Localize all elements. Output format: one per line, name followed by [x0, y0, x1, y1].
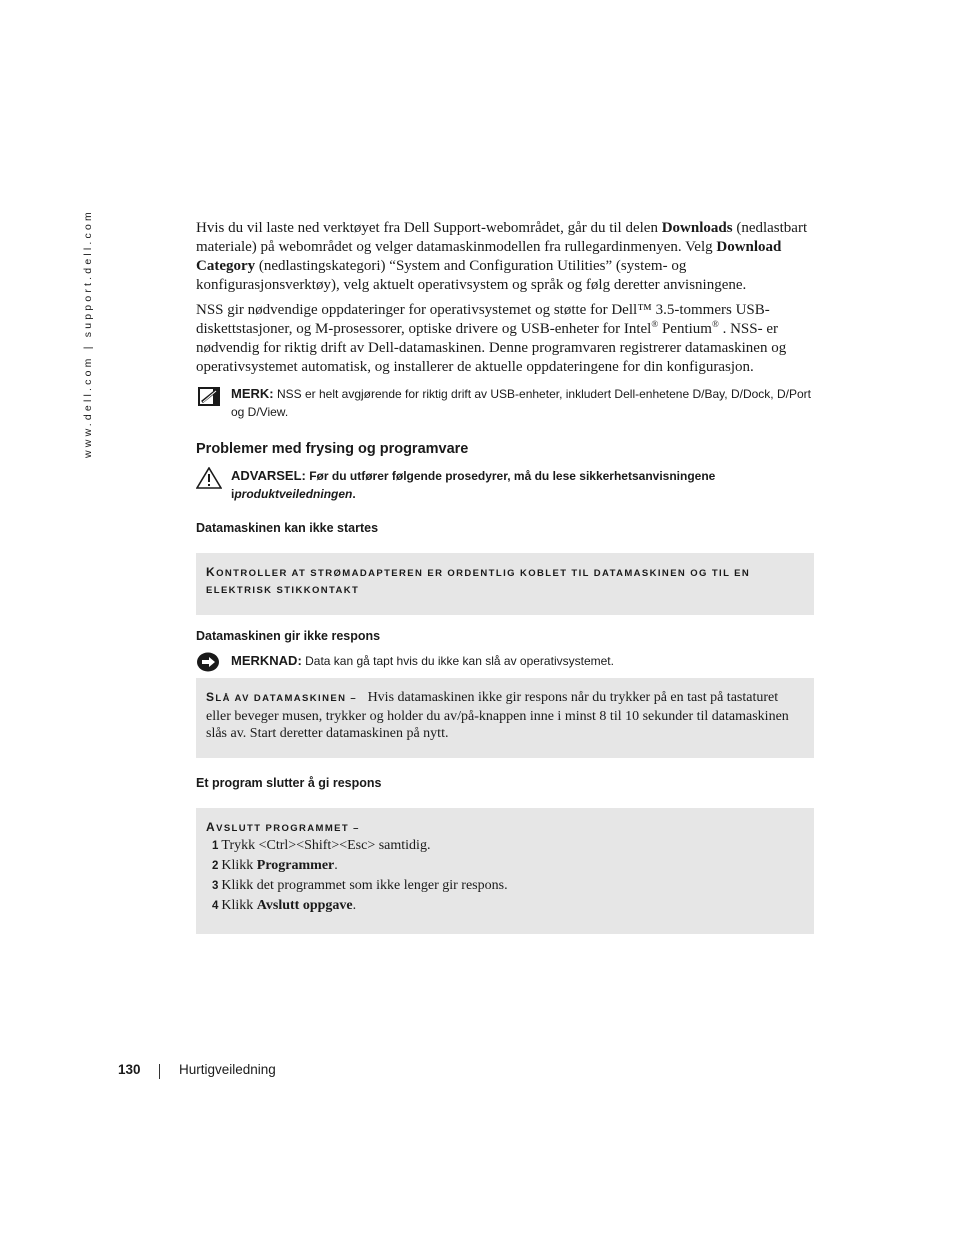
note-label: MERK:: [231, 386, 274, 401]
heading-cannot-start: Datamaskinen kan ikke startes: [196, 521, 379, 535]
box-check-adapter: [196, 553, 814, 615]
p1-text-3: (nedlastingskategori) “System and Configuration Utilities” (system- og konfigurasjonsverktøy), velg aktuelt operativsystem og språk og følg deretter anvisningene.: [196, 258, 747, 293]
step-number: 3: [212, 880, 219, 892]
step-bold: Programmer: [256, 858, 335, 873]
page-content: [196, 219, 814, 934]
box3-rest: VSLUTT PROGRAMMET –: [216, 823, 360, 834]
p1-bold-category: Download Category: [196, 239, 782, 274]
warning-box: [196, 467, 814, 503]
step-item: [206, 856, 804, 876]
note-pencil-icon: [198, 387, 220, 406]
p1-text-2: (nedlastbart materiale) på webområdet og velger datamaskinmodellen fra rullegardinmenyen. Velg: [196, 220, 808, 255]
footer-separator: [159, 1064, 160, 1079]
step-number: 2: [212, 860, 219, 872]
steps-list: [206, 836, 804, 916]
step-end: .: [352, 898, 357, 913]
box1-cap: K: [206, 565, 217, 579]
step-number: 1: [212, 840, 219, 852]
box1-text: [206, 564, 804, 599]
warning-label: ADVARSEL:: [231, 468, 306, 483]
box2-body: Hvis datamaskinen ikke gir respons når du trykker på en tast på tastaturet eller beveger musen, trykker og holder du av/på-knappen inne i minst 8 til 10 sekunder til datamaskinen slås av. Start deretter datamaskinen på nytt.: [206, 690, 789, 741]
box2-text: [206, 689, 804, 743]
notice-label: MERKNAD:: [231, 653, 302, 668]
p1-bold-downloads: Downloads: [661, 220, 733, 236]
notice-text: Data kan gå tapt hvis du ikke kan slå av operativsystemet.: [305, 654, 614, 668]
note-merk: [196, 385, 814, 421]
section-title: Problemer med frysing og programvare: [196, 441, 469, 457]
box2-cap: S: [206, 690, 216, 704]
warning-end: .: [352, 487, 356, 501]
warning-emphasis: produktveiledningen: [234, 487, 353, 501]
p1-text-1: Hvis du vil laste ned verktøyet fra Dell Support-webområdet, går du til delen: [196, 220, 658, 236]
box3-cap: A: [206, 820, 217, 834]
heading-program-not-responding: Et program slutter å gi respons: [196, 776, 382, 790]
side-url: [78, 209, 100, 462]
side-url-text: www.dell.com | support.dell.com: [82, 209, 94, 458]
box3-heading: [206, 820, 804, 834]
paragraph-download: [196, 219, 814, 295]
step-text: Klikk: [221, 858, 254, 873]
box2-rest: LÅ AV DATAMASKINEN –: [215, 693, 358, 704]
p2-text-1: NSS gir nødvendige oppdateringer for operativsystemet og støtte for Dell™ 3.5-tommers USB-diskettstasjoner, og M-prosessorer, optiske drivere og USB-enheter for Intel: [196, 302, 770, 337]
p2-reg-2: ®: [711, 319, 719, 329]
step-text: Trykk <Ctrl><Shift><Esc> samtidig.: [221, 838, 431, 853]
step-item: [206, 876, 804, 896]
box-shutdown: [196, 678, 814, 758]
step-item: [206, 896, 804, 916]
p2-text-2: Pentium: [661, 321, 712, 337]
box1-rest: ONTROLLER AT STRØMADAPTEREN ER ORDENTLIG KOBLET TIL DATAMASKINEN OG TIL EN ELEKTRISK STIKKONTAKT: [206, 568, 751, 596]
step-number: 4: [212, 900, 219, 912]
footer-title: Hurtigveiledning: [179, 1062, 276, 1077]
step-end: .: [334, 858, 338, 873]
step-text: Klikk: [221, 898, 254, 913]
warning-triangle-icon: [196, 467, 222, 489]
box-end-program: [196, 808, 814, 934]
p2-reg-1: ®: [651, 319, 659, 329]
note-text: NSS er helt avgjørende for riktig drift av USB-enheter, inkludert Dell-enhetene D/Bay, D/Dock, D/Port og D/View.: [231, 387, 811, 419]
step-bold: Avslutt oppgave: [256, 898, 353, 913]
heading-no-response: Datamaskinen gir ikke respons: [196, 629, 381, 643]
step-text: Klikk det programmet som ikke lenger gir respons.: [221, 878, 508, 893]
page-footer: [118, 1062, 276, 1077]
paragraph-nss: [196, 301, 814, 377]
step-item: [206, 836, 804, 856]
p2-text-3: . NSS- er nødvendig for riktig drift av Dell-datamaskinen. Denne programvaren registrerer datamaskinen og operativsystemet automatisk, og installerer de aktuelle oppdateringene for din konfigurasjon.: [196, 321, 787, 375]
notice-icon: [196, 652, 220, 672]
notice-box: [196, 652, 814, 670]
page-number: 130: [118, 1062, 141, 1077]
warning-text: Før du utfører følgende prosedyrer, må du lese sikkerhetsanvisningene i: [231, 469, 716, 501]
